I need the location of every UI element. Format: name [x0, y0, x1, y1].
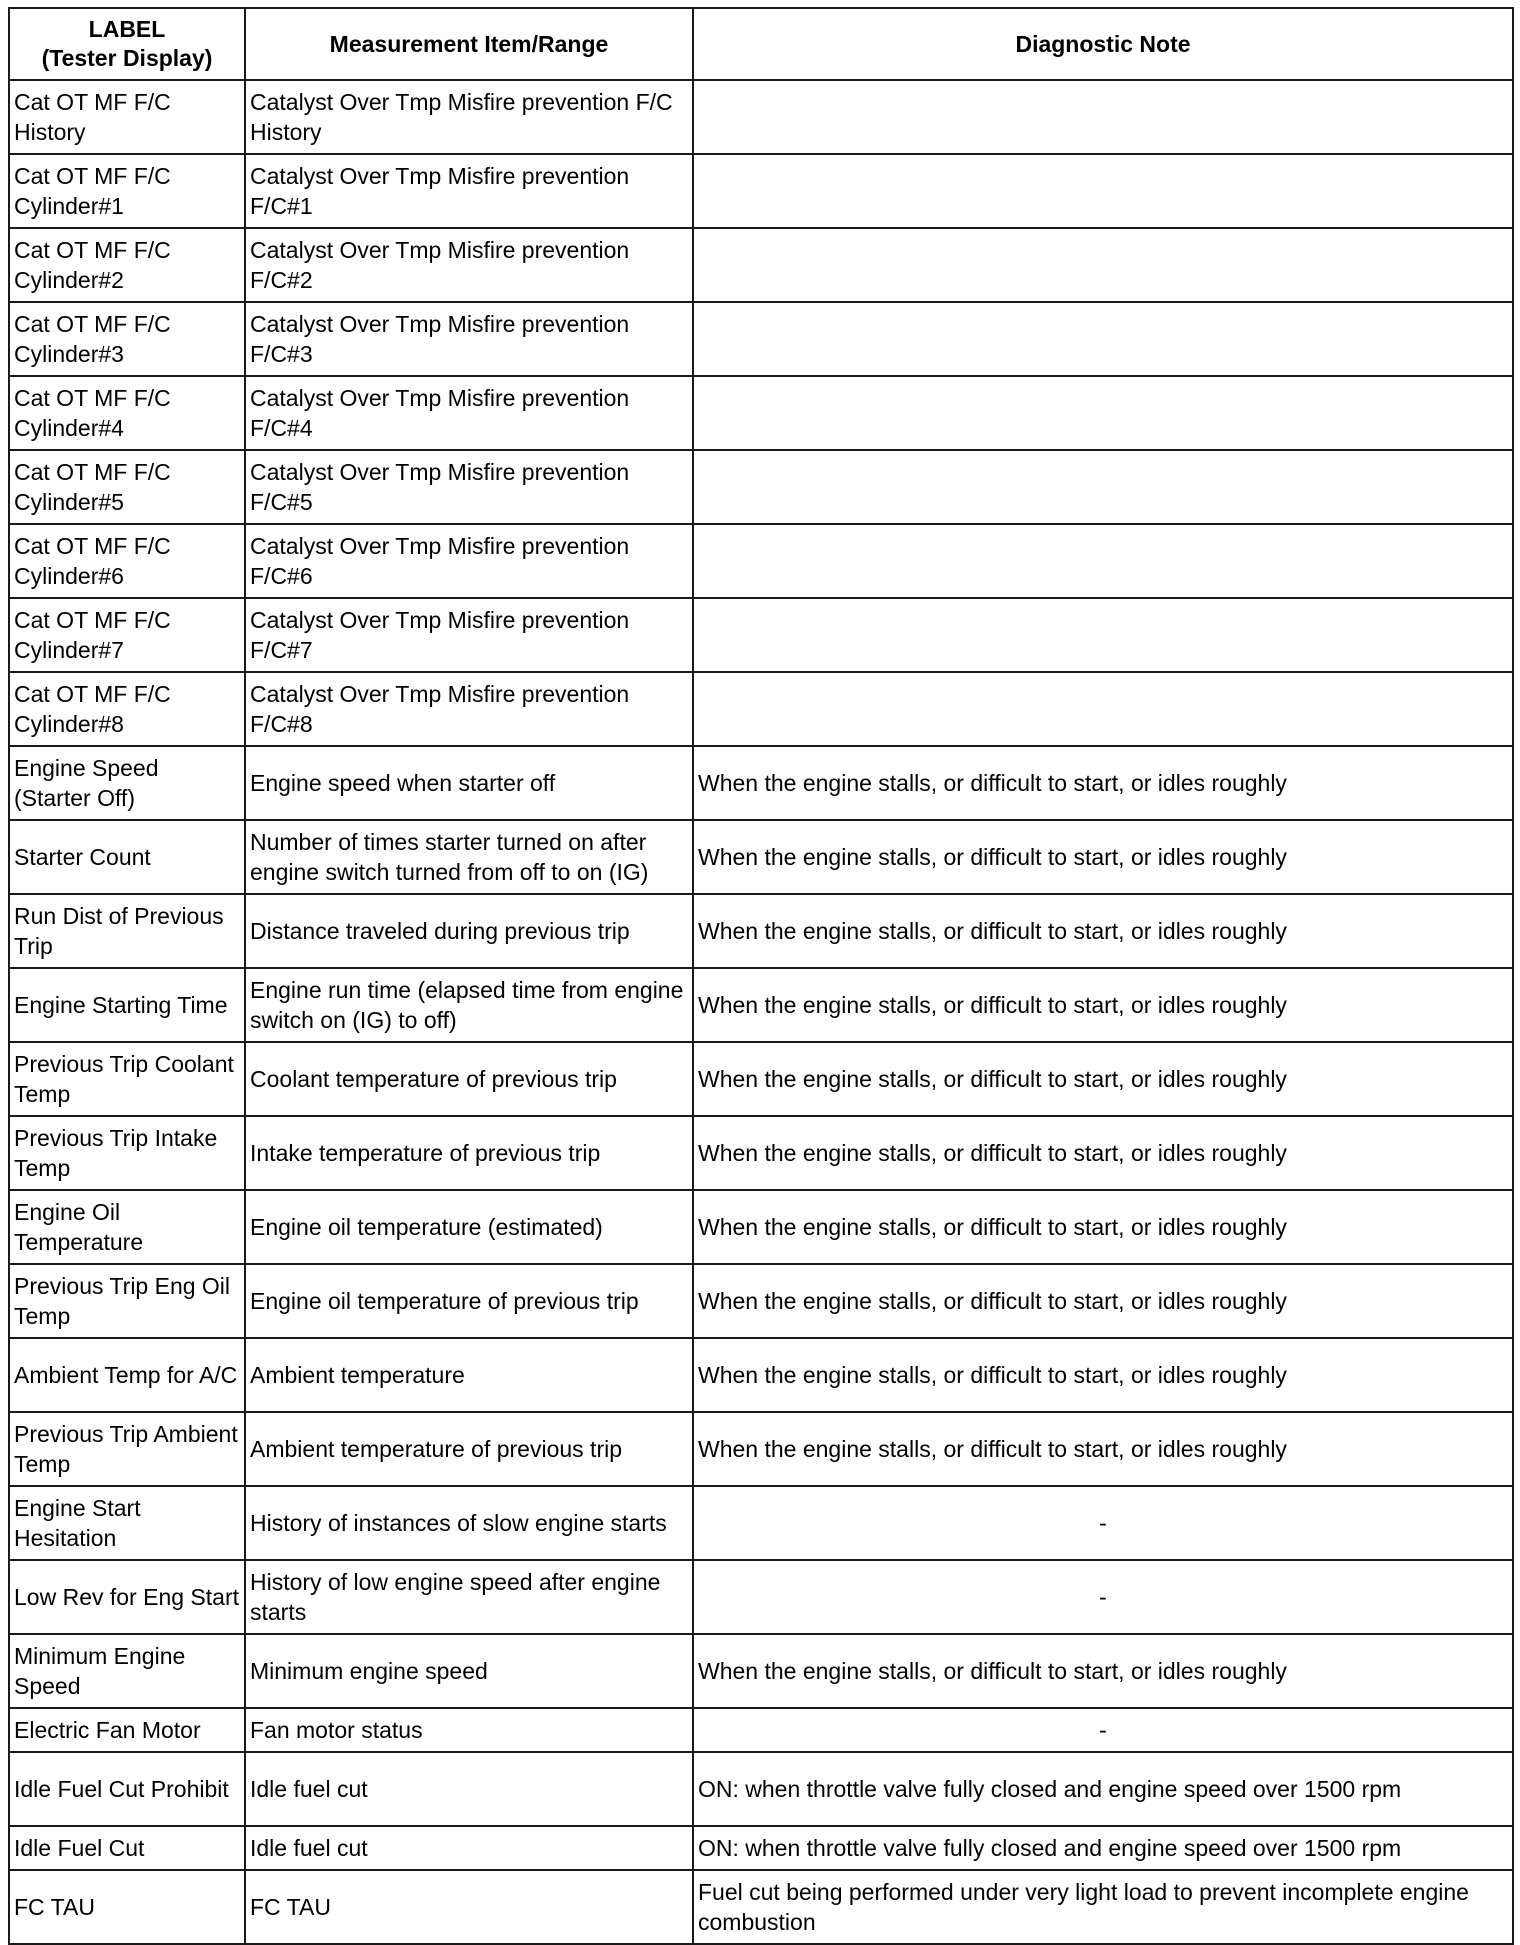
cell-label: Ambient Temp for A/C [9, 1338, 245, 1412]
table-row [9, 302, 1513, 376]
cell-measurement: Catalyst Over Tmp Misfire prevention F/C History [245, 80, 693, 154]
header-label-line1: LABEL [88, 16, 166, 42]
cell-measurement: Fan motor status [245, 1708, 693, 1752]
cell-label: Previous Trip Coolant Temp [9, 1042, 245, 1116]
cell-label: Engine Start Hesitation [9, 1486, 245, 1560]
cell-label: Engine Oil Temperature [9, 1190, 245, 1264]
cell-label: FC TAU [9, 1870, 245, 1944]
cell-label: Electric Fan Motor [9, 1708, 245, 1752]
cell-diagnostic-note: When the engine stalls, or difficult to start, or idles roughly [693, 820, 1513, 894]
table-row [9, 80, 1513, 154]
cell-diagnostic-note: When the engine stalls, or difficult to start, or idles roughly [693, 1042, 1513, 1116]
table-row [9, 1264, 1513, 1338]
cell-measurement: History of instances of slow engine starts [245, 1486, 693, 1560]
table-header-row [9, 8, 1513, 80]
diagnostic-data-table [8, 7, 1514, 1945]
table-row [9, 968, 1513, 1042]
cell-measurement: Catalyst Over Tmp Misfire prevention F/C#5 [245, 450, 693, 524]
table-row [9, 228, 1513, 302]
table-row [9, 154, 1513, 228]
table-body [9, 80, 1513, 1944]
table-row [9, 746, 1513, 820]
cell-diagnostic-note: - [693, 1708, 1513, 1752]
cell-measurement: Catalyst Over Tmp Misfire prevention F/C#6 [245, 524, 693, 598]
cell-measurement: Number of times starter turned on after engine switch turned from off to on (IG) [245, 820, 693, 894]
cell-measurement: Distance traveled during previous trip [245, 894, 693, 968]
table-row [9, 450, 1513, 524]
cell-label: Cat OT MF F/C Cylinder#7 [9, 598, 245, 672]
cell-label: Previous Trip Ambient Temp [9, 1412, 245, 1486]
table-row [9, 1338, 1513, 1412]
cell-diagnostic-note: When the engine stalls, or difficult to start, or idles roughly [693, 968, 1513, 1042]
header-label-line2: (Tester Display) [41, 45, 213, 71]
cell-diagnostic-note: When the engine stalls, or difficult to start, or idles roughly [693, 1634, 1513, 1708]
cell-diagnostic-note: ON: when throttle valve fully closed and engine speed over 1500 rpm [693, 1752, 1513, 1826]
cell-measurement: Idle fuel cut [245, 1752, 693, 1826]
cell-measurement: Coolant temperature of previous trip [245, 1042, 693, 1116]
cell-label: Cat OT MF F/C History [9, 80, 245, 154]
cell-diagnostic-note: When the engine stalls, or difficult to start, or idles roughly [693, 1116, 1513, 1190]
header-label [9, 8, 245, 80]
header-diagnostic-note: Diagnostic Note [693, 8, 1513, 80]
cell-measurement: Catalyst Over Tmp Misfire prevention F/C#2 [245, 228, 693, 302]
cell-label: Run Dist of Previous Trip [9, 894, 245, 968]
table-row [9, 376, 1513, 450]
table-row [9, 1190, 1513, 1264]
cell-label: Engine Starting Time [9, 968, 245, 1042]
cell-diagnostic-note: When the engine stalls, or difficult to start, or idles roughly [693, 894, 1513, 968]
cell-measurement: Catalyst Over Tmp Misfire prevention F/C#3 [245, 302, 693, 376]
cell-measurement: History of low engine speed after engine starts [245, 1560, 693, 1634]
cell-label: Cat OT MF F/C Cylinder#1 [9, 154, 245, 228]
cell-label: Idle Fuel Cut Prohibit [9, 1752, 245, 1826]
cell-label: Previous Trip Eng Oil Temp [9, 1264, 245, 1338]
table-row [9, 1042, 1513, 1116]
cell-measurement: Intake temperature of previous trip [245, 1116, 693, 1190]
cell-diagnostic-note [693, 154, 1513, 228]
table-row [9, 1560, 1513, 1634]
cell-diagnostic-note: When the engine stalls, or difficult to start, or idles roughly [693, 1338, 1513, 1412]
cell-diagnostic-note: When the engine stalls, or difficult to start, or idles roughly [693, 1264, 1513, 1338]
cell-diagnostic-note: - [693, 1560, 1513, 1634]
cell-measurement: Ambient temperature of previous trip [245, 1412, 693, 1486]
cell-label: Engine Speed (Starter Off) [9, 746, 245, 820]
table-row [9, 1412, 1513, 1486]
cell-label: Previous Trip Intake Temp [9, 1116, 245, 1190]
cell-diagnostic-note [693, 672, 1513, 746]
cell-diagnostic-note: When the engine stalls, or difficult to start, or idles roughly [693, 746, 1513, 820]
cell-diagnostic-note [693, 376, 1513, 450]
cell-label: Cat OT MF F/C Cylinder#2 [9, 228, 245, 302]
cell-diagnostic-note: When the engine stalls, or difficult to start, or idles roughly [693, 1190, 1513, 1264]
cell-measurement: FC TAU [245, 1870, 693, 1944]
cell-measurement: Idle fuel cut [245, 1826, 693, 1870]
cell-measurement: Catalyst Over Tmp Misfire prevention F/C#7 [245, 598, 693, 672]
cell-label: Low Rev for Eng Start [9, 1560, 245, 1634]
cell-diagnostic-note: When the engine stalls, or difficult to start, or idles roughly [693, 1412, 1513, 1486]
cell-measurement: Catalyst Over Tmp Misfire prevention F/C#1 [245, 154, 693, 228]
cell-diagnostic-note: ON: when throttle valve fully closed and engine speed over 1500 rpm [693, 1826, 1513, 1870]
cell-label: Cat OT MF F/C Cylinder#4 [9, 376, 245, 450]
table-row [9, 1116, 1513, 1190]
cell-measurement: Engine oil temperature (estimated) [245, 1190, 693, 1264]
cell-label: Cat OT MF F/C Cylinder#5 [9, 450, 245, 524]
cell-label: Cat OT MF F/C Cylinder#3 [9, 302, 245, 376]
cell-diagnostic-note: - [693, 1486, 1513, 1560]
table-row [9, 894, 1513, 968]
table-row [9, 820, 1513, 894]
cell-diagnostic-note [693, 598, 1513, 672]
cell-measurement: Catalyst Over Tmp Misfire prevention F/C#4 [245, 376, 693, 450]
table-row [9, 598, 1513, 672]
cell-measurement: Catalyst Over Tmp Misfire prevention F/C#8 [245, 672, 693, 746]
cell-label: Starter Count [9, 820, 245, 894]
cell-label: Cat OT MF F/C Cylinder#8 [9, 672, 245, 746]
cell-diagnostic-note: Fuel cut being performed under very light load to prevent incomplete engine combustion [693, 1870, 1513, 1944]
table-row [9, 1752, 1513, 1826]
cell-label: Cat OT MF F/C Cylinder#6 [9, 524, 245, 598]
table-row [9, 1870, 1513, 1944]
cell-diagnostic-note [693, 228, 1513, 302]
table-row [9, 1634, 1513, 1708]
cell-label: Idle Fuel Cut [9, 1826, 245, 1870]
cell-measurement: Minimum engine speed [245, 1634, 693, 1708]
cell-measurement: Ambient temperature [245, 1338, 693, 1412]
table-row [9, 1826, 1513, 1870]
table-row [9, 1708, 1513, 1752]
table-row [9, 524, 1513, 598]
table-row [9, 1486, 1513, 1560]
cell-diagnostic-note [693, 450, 1513, 524]
cell-diagnostic-note [693, 80, 1513, 154]
cell-measurement: Engine run time (elapsed time from engine switch on (IG) to off) [245, 968, 693, 1042]
cell-label: Minimum Engine Speed [9, 1634, 245, 1708]
cell-measurement: Engine oil temperature of previous trip [245, 1264, 693, 1338]
header-measurement: Measurement Item/Range [245, 8, 693, 80]
table-row [9, 672, 1513, 746]
cell-diagnostic-note [693, 302, 1513, 376]
cell-measurement: Engine speed when starter off [245, 746, 693, 820]
cell-diagnostic-note [693, 524, 1513, 598]
